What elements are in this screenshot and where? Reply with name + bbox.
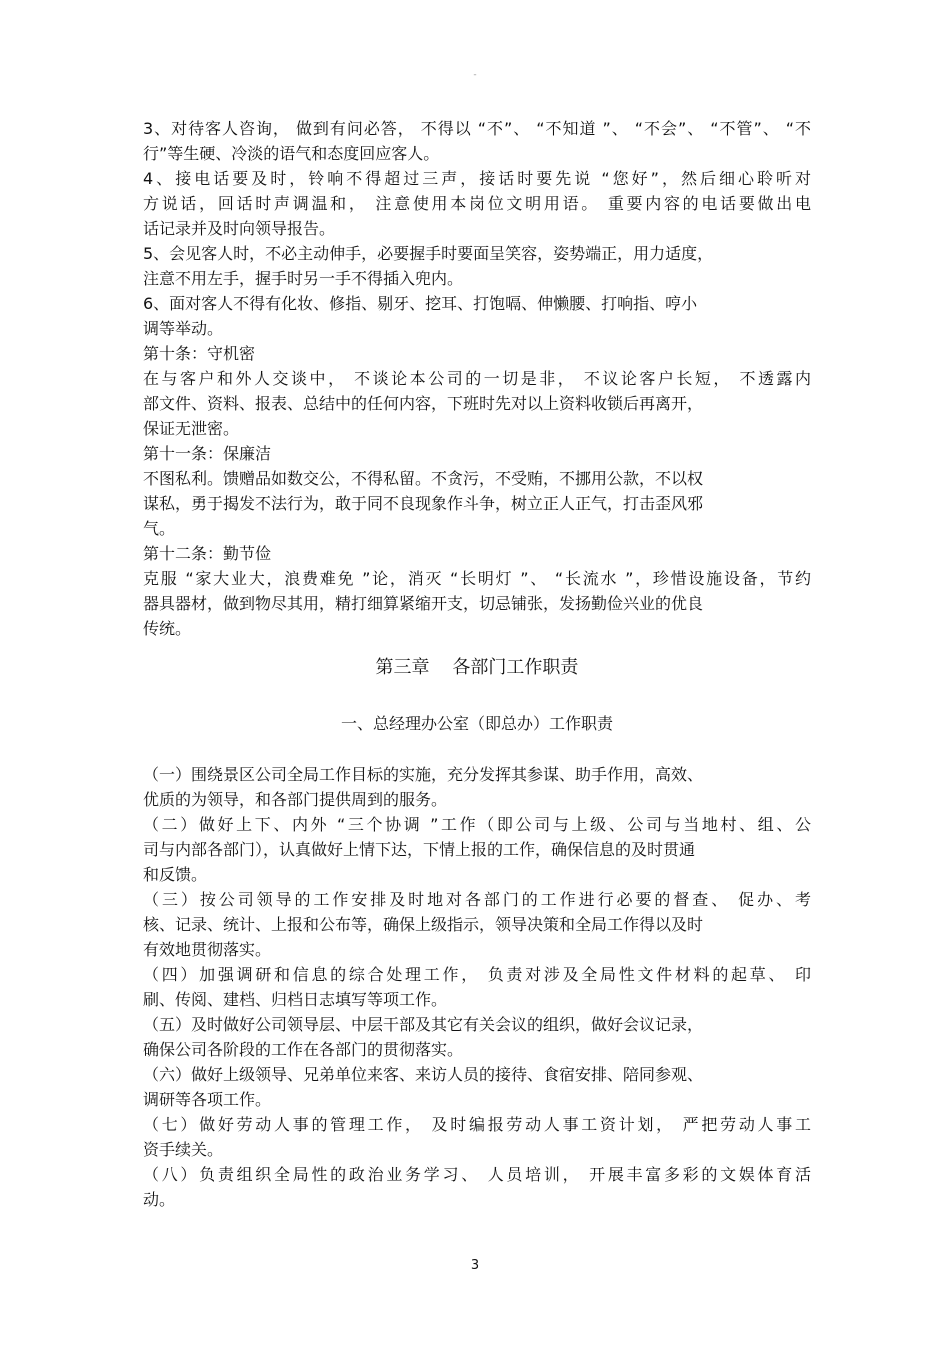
duty-line: 调研等各项工作。 xyxy=(143,1090,272,1109)
text-line: 气。 xyxy=(143,519,176,538)
page-number: 3 xyxy=(470,1258,480,1273)
rules-paragraphs xyxy=(143,116,811,641)
text-line: 话记录并及时向领导报告。 xyxy=(143,219,336,238)
text-line: 4、接电话要及时，铃响不得超过三声，接话时要先说 “您好”，然后细心聆听对 xyxy=(143,169,811,188)
duty-line: （一）围绕景区公司全局工作目标的实施，充分发挥其参谋、助手作用，高效、 xyxy=(143,765,704,784)
duty-line: （七）做好劳动人事的管理工作， 及时编报劳动人事工资计划， 严把劳动人事工 xyxy=(143,1115,811,1134)
text-line: 传统。 xyxy=(143,619,192,638)
text-line: 5、会见客人时，不必主动伸手，必要握手时要面呈笑容，姿势端正，用力适度， xyxy=(143,244,714,263)
text-line: 第十条：守机密 xyxy=(143,344,256,363)
duty-line: （三）按公司领导的工作安排及时地对各部门的工作进行必要的督查、 促办、考 xyxy=(143,890,811,909)
text-line: 在与客户和外人交谈中， 不谈论本公司的一切是非， 不议论客户长短， 不透露内 xyxy=(143,369,811,388)
section-title: 一、总经理办公室（即总办）工作职责 xyxy=(340,714,613,733)
duties-list xyxy=(143,762,811,1212)
text-line: 调等举动。 xyxy=(143,319,224,338)
text-line: 部文件、资料、报表、总结中的任何内容，下班时先对以上资料收锁后再离开， xyxy=(143,394,704,413)
text-line: 谋私，勇于揭发不法行为，敢于同不良现象作斗争，树立正人正气，打击歪风邪 xyxy=(143,494,704,513)
duty-line: 司与内部各部门），认真做好上情下达，下情上报的工作，确保信息的及时贯通 xyxy=(143,840,696,859)
text-line: 6、面对客人不得有化妆、修指、剔牙、挖耳、打饱嗝、伸懒腰、打响指、哼小 xyxy=(143,294,698,313)
duty-line: 资手续关。 xyxy=(143,1140,224,1159)
duty-line: 有效地贯彻落实。 xyxy=(143,940,272,959)
duty-line: 核、记录、统计、上报和公布等，确保上级指示，领导决策和全局工作得以及时 xyxy=(143,915,704,934)
duty-line: 优质的为领导，和各部门提供周到的服务。 xyxy=(143,790,448,809)
text-line: 第十二条：勤节俭 xyxy=(143,544,272,563)
text-line: 克服 “家大业大，浪费难免 ”论，消灭 “长明灯 ”、 “长流水 ”，珍惜设施设备，节约 xyxy=(143,569,811,588)
chapter-title: 第三章 各部门工作职责 xyxy=(375,657,579,678)
text-line: 不图私利。馈赠品如数交公，不得私留。不贪污，不受贿，不挪用公款，不以权 xyxy=(143,469,704,488)
text-line: 3、对待客人咨询， 做到有问必答， 不得以 “不”、 “不知道 ”、 “不会”、 “不管”、 “不 xyxy=(143,119,811,138)
text-line: 保证无泄密。 xyxy=(143,419,240,438)
duty-line: 动。 xyxy=(143,1190,176,1209)
duty-line: 确保公司各阶段的工作在各部门的贯彻落实。 xyxy=(143,1040,464,1059)
duty-line: （二）做好上下、内外 “三个协调 ”工作（即公司与上级、公司与当地村、组、公 xyxy=(143,815,811,834)
duty-line: （八）负责组织全局性的政治业务学习、 人员培训， 开展丰富多彩的文娱体育活 xyxy=(143,1165,811,1184)
text-line: 注意不用左手，握手时另一手不得插入兜内。 xyxy=(143,269,464,288)
section-spacer xyxy=(143,736,811,762)
duty-line: （六）做好上级领导、兄弟单位来客、来访人员的接待、食宿安排、陪同参观、 xyxy=(143,1065,704,1084)
body-text xyxy=(143,116,811,1212)
text-line: 第十一条：保廉洁 xyxy=(143,444,272,463)
duty-line: 和反馈。 xyxy=(143,865,208,884)
duty-line: （五）及时做好公司领导层、中层干部及其它有关会议的组织，做好会议记录， xyxy=(143,1015,704,1034)
duty-line: （四）加强调研和信息的综合处理工作， 负责对涉及全局性文件材料的起草、 印 xyxy=(143,965,811,984)
text-line: 器具器材，做到物尽其用，精打细算紧缩开支，切忌铺张，发扬勤俭兴业的优良 xyxy=(143,594,704,613)
text-line: 行”等生硬、冷淡的语气和态度回应客人。 xyxy=(143,144,440,163)
duty-line: 刷、传阅、建档、归档日志填写等项工作。 xyxy=(143,990,448,1009)
header-mark: - xyxy=(473,70,477,80)
text-line: 方说话，回话时声调温和， 注意使用本岗位文明用语。 重要内容的电话要做出电 xyxy=(143,194,811,213)
